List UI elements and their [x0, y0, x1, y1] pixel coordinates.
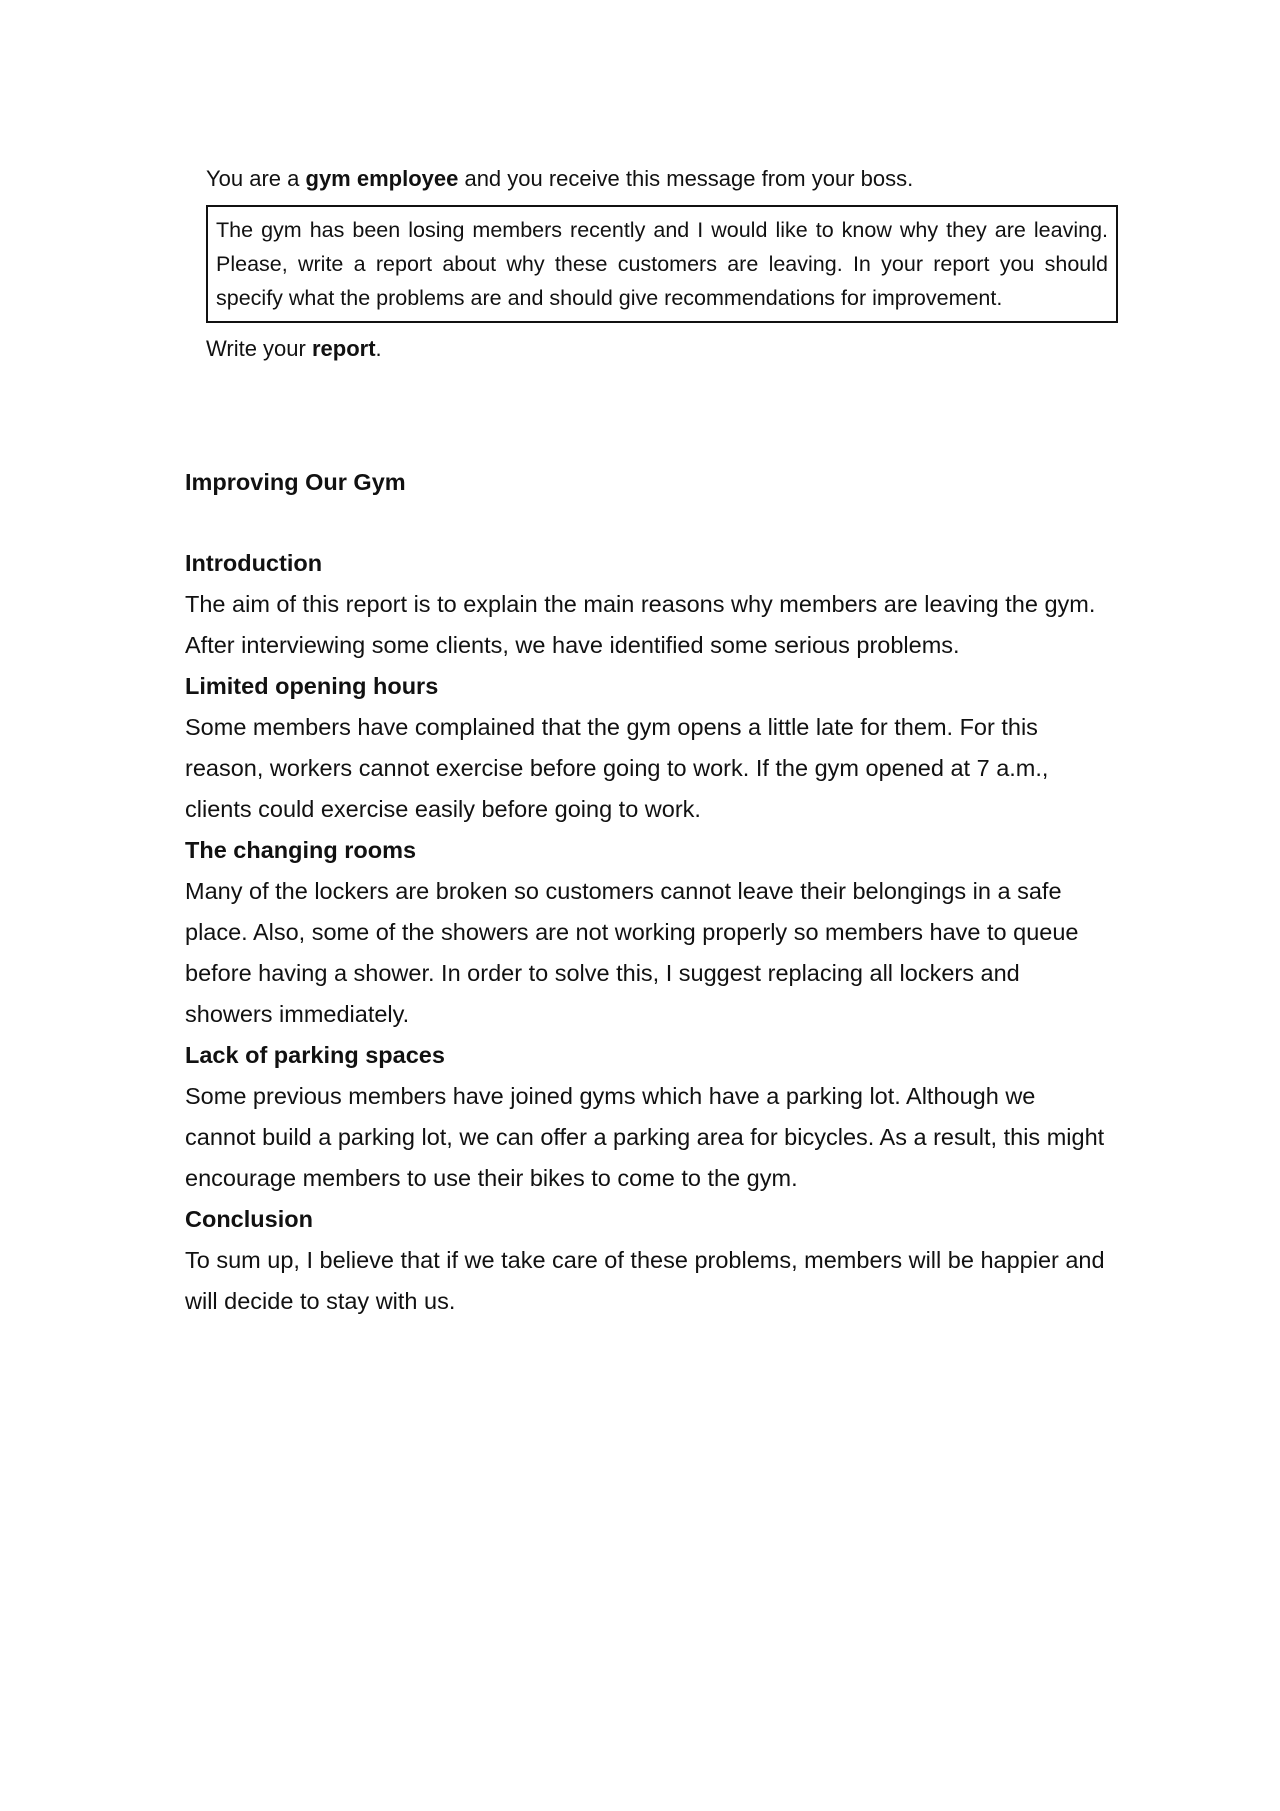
- prompt-write-prefix: Write your: [206, 336, 312, 361]
- prompt-intro-prefix: You are a: [206, 166, 306, 191]
- section-heading-opening-hours: Limited opening hours: [185, 673, 439, 699]
- boss-message-box: The gym has been losing members recently and I would like to know why they are leaving. Please, write a report about why these customers are leaving. In your report you should specify what the problems are and should give recommendations for improvement.: [206, 205, 1118, 323]
- prompt-write-bold: report: [311, 336, 376, 361]
- report-title: Improving Our Gym: [185, 469, 406, 495]
- prompt-intro-bold: gym employee: [305, 166, 459, 191]
- section-heading-introduction: Introduction: [185, 550, 323, 576]
- title-spacer: [185, 502, 1105, 543]
- section-text-conclusion: To sum up, I believe that if we take care of these problems, members will be happier and will decide to stay with us.: [185, 1247, 1105, 1314]
- report: [185, 462, 1105, 1322]
- section-heading-conclusion: Conclusion: [185, 1206, 313, 1232]
- section-text-introduction: The aim of this report is to explain the main reasons why members are leaving the gym. After interviewing some clients, we have identified some serious problems.: [185, 591, 1096, 658]
- section-text-parking: Some previous members have joined gyms which have a parking lot. Although we cannot build a parking lot, we can offer a parking area for bicycles. As a result, this might encourage members to use their bikes to come to the gym.: [185, 1083, 1105, 1191]
- section-text-opening-hours: Some members have complained that the gym opens a little late for them. For this reason, workers cannot exercise before going to work. If the gym opened at 7 a.m., clients could exercise easily before going to work.: [185, 714, 1049, 822]
- section-text-changing-rooms: Many of the lockers are broken so customers cannot leave their belongings in a safe place. Also, some of the showers are not working properly so members have to queue before having a shower. In order to solve this, I suggest replacing all lockers and showers immediately.: [185, 878, 1079, 1027]
- section-heading-changing-rooms: The changing rooms: [185, 837, 417, 863]
- prompt-instruction: [206, 333, 1118, 365]
- prompt-intro-suffix: and you receive this message from your boss.: [458, 166, 914, 191]
- section-heading-parking: Lack of parking spaces: [185, 1042, 445, 1068]
- task-prompt: [206, 163, 1118, 365]
- prompt-write-suffix: .: [375, 336, 382, 361]
- prompt-intro: [206, 163, 1118, 195]
